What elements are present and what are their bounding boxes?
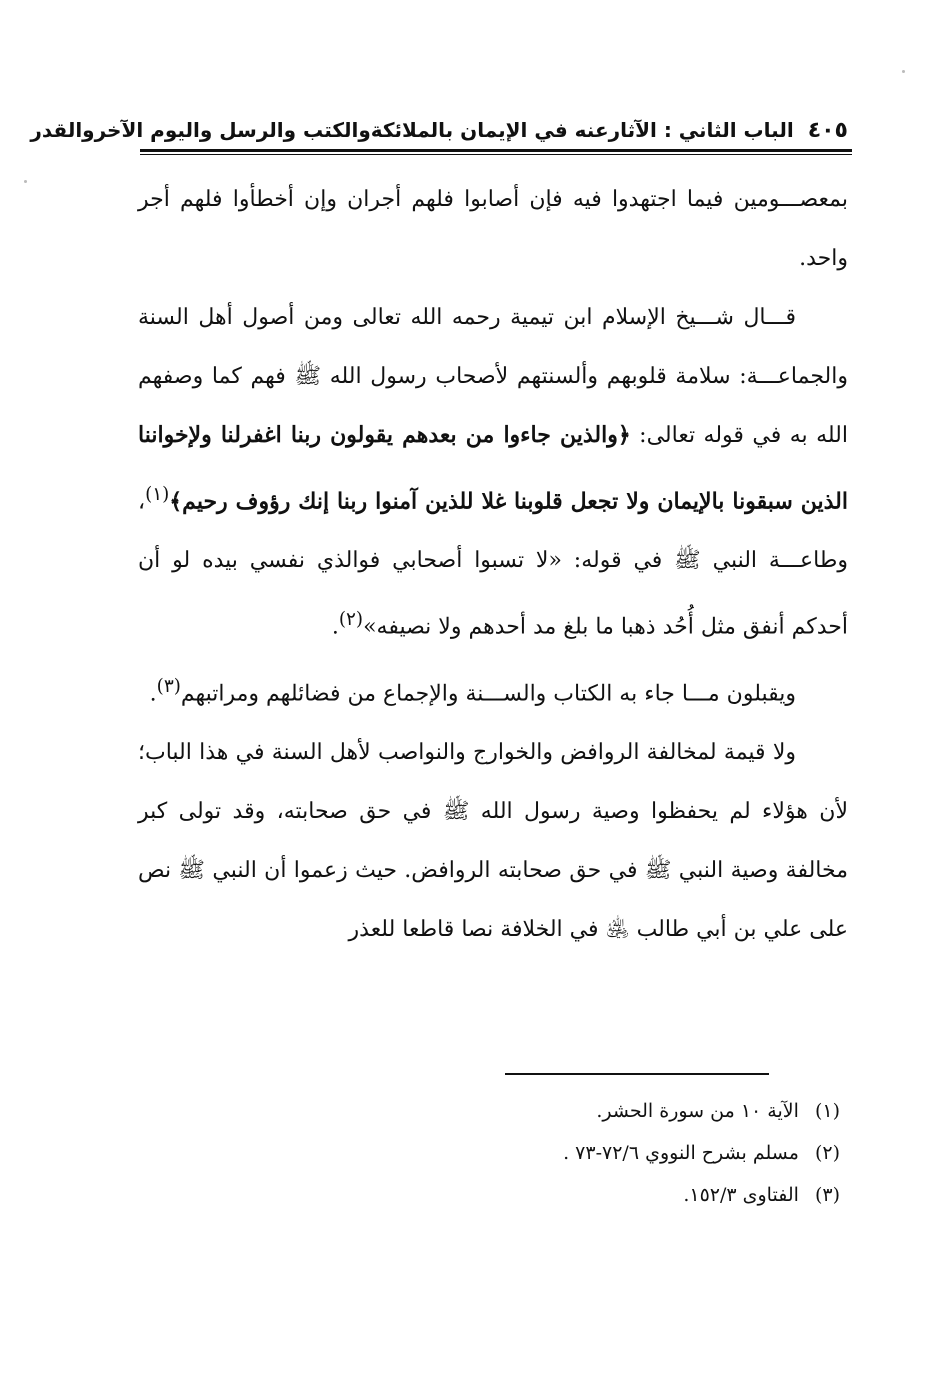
paragraph-3-end: .	[149, 680, 157, 706]
footnote-2-text: مسلم بشرح النووي ٧٢/٦-٧٣ .	[563, 1142, 799, 1164]
page-number: ٤٠٥	[807, 117, 848, 143]
paragraph-1	[138, 170, 848, 288]
footnote-3-text: الفتاوى ١٥٢/٣.	[683, 1184, 799, 1206]
footnote-1-number: (١)	[814, 1100, 840, 1122]
paragraph-4-text: ولا قيمة لمخالفة الروافض والخوارج والنواصب لأهل السنة في هذا الباب؛ لأن هؤلاء لم يحفظوا وصية رسول الله ﷺ في حق صحابته، وقد تولى كبر مخالفة وصية النبي ﷺ في حق صحابته الروافض. حيث زعموا أن النبي ﷺ نص على علي بن أبي طالب ﵁ في الخلافة نصا قاطعا للعذر	[138, 739, 848, 942]
footnote-separator	[505, 1073, 769, 1075]
paragraph-3	[138, 657, 848, 723]
paragraph-2-end: .	[331, 614, 339, 640]
scan-speck	[902, 70, 905, 73]
scan-speck	[24, 180, 27, 183]
footnote-1-text: الآية ١٠ من سورة الحشر.	[596, 1100, 799, 1122]
paragraph-1-text: بمعصـــومين فيما اجتهدوا فيه فإن أصابوا فلهم أجران وإن أخطأوا فلهم أجر واحد.	[138, 187, 848, 271]
quran-verse: ﴿والذين جاءوا من بعدهم يقولون ربنا اغفرلنا ولإخواننا الذين سبقونا بالإيمان ولا تجعل قلوبنا غلا للذين آمنوا ربنا إنك رؤوف رحيم﴾	[138, 422, 848, 515]
footnote-ref-1: (١)	[145, 484, 170, 505]
paragraph-2-text-after: ، وطاعـــة النبي ﷺ في قوله: «لا تسبوا أصحابي فوالذي نفسي بيده لو أن أحدكم أنفق مثل أُحُد ذهبا ما بلغ مد أحدهم ولا نصيفه»	[138, 489, 848, 640]
paragraph-4	[138, 723, 848, 959]
page-header	[30, 112, 848, 148]
paragraph-2-text-before: قـــال شـــيخ الإسلام ابن تيمية رحمه الله تعالى ومن أصول أهل السنة والجماعـــة: سلامة قلوبهم وألسنتهم لأصحاب رسول الله ﷺ فهم كما وصفهم الله به في قوله تعالى:	[138, 305, 848, 448]
footnote-ref-3: (٣)	[156, 675, 181, 697]
footnote-ref-2: (٢)	[338, 609, 364, 631]
footnote-2	[380, 1132, 840, 1174]
header-rule-thick	[140, 149, 852, 152]
main-text	[138, 170, 848, 959]
paragraph-2	[138, 288, 848, 657]
footnote-3	[380, 1174, 840, 1216]
footnote-1	[380, 1090, 840, 1132]
footnotes	[380, 1090, 840, 1216]
chapter-title: الباب الثاني : الآثارعنه في الإيمان بالملائكةوالكتب والرسل واليوم الآخروالقدر	[30, 118, 794, 142]
header-rule-thin	[140, 154, 852, 155]
footnote-3-number: (٣)	[814, 1184, 840, 1206]
footnote-2-number: (٢)	[814, 1142, 840, 1164]
paragraph-3-text: ويقبلون مـــا جاء به الكتاب والســـنة والإجماع من فضائلهم ومراتبهم	[180, 680, 796, 706]
